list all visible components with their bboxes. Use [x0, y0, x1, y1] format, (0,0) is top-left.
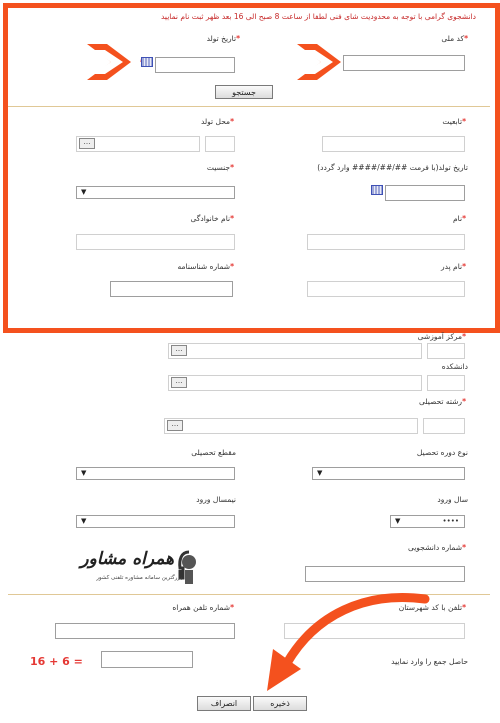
birthplace-label: *محل تولد: [200, 117, 234, 126]
calendar-icon[interactable]: [141, 57, 153, 67]
course-type-select[interactable]: ▼: [312, 467, 465, 480]
lookup-button[interactable]: …: [171, 345, 187, 356]
entry-semester-select[interactable]: ▼: [76, 515, 235, 528]
education-center-label: *مرکز آموزشی: [417, 332, 466, 341]
education-center-input[interactable]: [168, 343, 422, 359]
chevron-arrow-icon: [85, 42, 133, 82]
gender-label: *جنسیت: [206, 163, 234, 172]
birthplace-code-input[interactable]: [205, 136, 235, 152]
captcha-question: 16 + 6 =: [30, 655, 83, 668]
mobile-input[interactable]: [55, 623, 235, 639]
watermark-logo: [68, 545, 208, 590]
watermark-brand: همراه مشاور: [80, 549, 174, 569]
lookup-button[interactable]: …: [167, 420, 183, 431]
nationality-input[interactable]: [322, 136, 465, 152]
entry-year-value: ••••: [442, 517, 459, 525]
lookup-button[interactable]: …: [79, 138, 95, 149]
id-number-input[interactable]: [110, 281, 233, 297]
id-number-label: *شماره شناسنامه: [177, 262, 234, 271]
field-code-input[interactable]: [423, 418, 465, 434]
field-input[interactable]: [164, 418, 418, 434]
birth-date-field[interactable]: [385, 185, 465, 201]
national-code-input[interactable]: [343, 55, 465, 71]
curved-arrow-icon: [255, 585, 435, 700]
course-type-label: نوع دوره تحصیل: [416, 448, 468, 457]
last-name-label: *نام خانوادگی: [190, 214, 234, 223]
student-number-input[interactable]: [305, 566, 465, 582]
field-label: *رشته تحصیلی: [419, 397, 466, 406]
birth-date-input[interactable]: [155, 57, 235, 73]
calendar-icon[interactable]: [371, 185, 383, 195]
save-button[interactable]: ذخیره: [253, 696, 307, 711]
search-button[interactable]: جستجو: [215, 85, 273, 99]
education-center-code-input[interactable]: [427, 343, 465, 359]
degree-label: مقطع تحصیلی: [191, 448, 236, 457]
gender-select[interactable]: ▼: [76, 186, 235, 199]
birth-date-label: *تاریخ تولد: [206, 34, 240, 43]
chevron-arrow-icon: [295, 42, 343, 82]
watermark-tagline: بزرگترین سامانه مشاوره تلفنی کشور: [96, 575, 182, 581]
captcha-label: حاصل جمع را وارد نمایید: [391, 657, 468, 666]
mobile-label: *شماره تلفن همراه: [172, 603, 234, 612]
faculty-label: دانشکده: [441, 362, 468, 371]
entry-year-select[interactable]: ▼ ••••: [390, 515, 465, 528]
degree-select[interactable]: ▼: [76, 467, 235, 480]
first-name-input[interactable]: [307, 234, 465, 250]
student-number-label: *شماره دانشجویی: [407, 543, 466, 552]
first-name-label: *نام: [453, 214, 466, 223]
nationality-label: *تابعیت: [442, 117, 466, 126]
last-name-input[interactable]: [76, 234, 235, 250]
father-name-label: *نام پدر: [441, 262, 466, 271]
faculty-input[interactable]: [168, 375, 422, 391]
entry-semester-label: نیمسال ورود: [196, 495, 236, 504]
birth-date-format-label: تاریخ تولد(با فرمت ##/##/#### وارد گردد): [317, 163, 468, 172]
national-code-label: *کد ملی: [441, 34, 468, 43]
captcha-input[interactable]: [101, 651, 193, 668]
faculty-code-input[interactable]: [427, 375, 465, 391]
entry-year-label: سال ورود: [437, 495, 468, 504]
lookup-button[interactable]: …: [171, 377, 187, 388]
phone-city-label: *تلفن با کد شهرستان: [398, 603, 466, 612]
father-name-input[interactable]: [307, 281, 465, 297]
notice-text: دانشجوی گرامی با توجه به محدودیت شای فنی لطفا از ساعت 8 صبح الی 16 بعد ظهر ثبت نام نمایید: [161, 12, 476, 21]
birthplace-input[interactable]: [76, 136, 200, 152]
cancel-button[interactable]: انصراف: [197, 696, 251, 711]
divider: [8, 106, 490, 107]
